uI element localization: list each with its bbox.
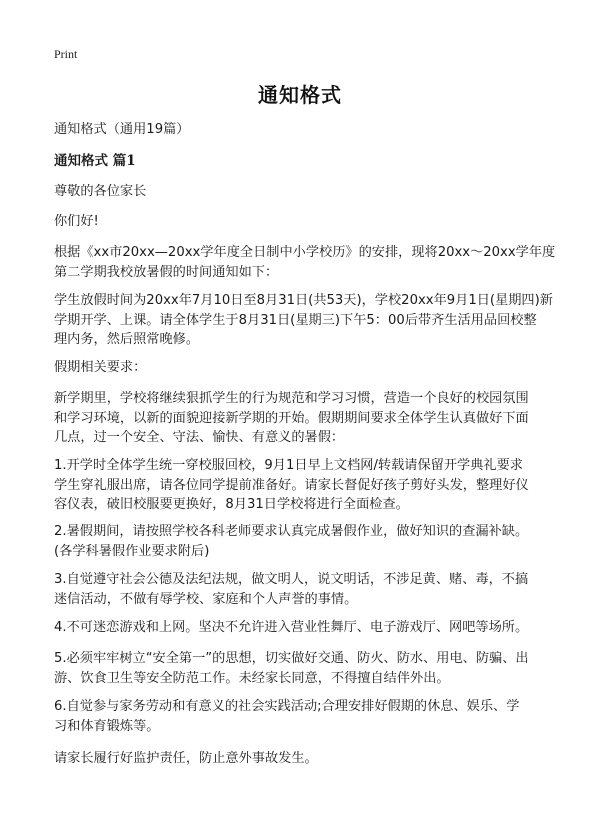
print-label: Print	[54, 47, 78, 61]
section-heading: 通知格式 篇1	[54, 153, 136, 169]
document-subtitle: 通知格式（通用19篇）	[54, 122, 190, 137]
schedule-paragraph	[54, 291, 554, 350]
requirement-line: 3.自觉遵守社会公德及法纪法规，做文明人，说文明话，不涉足黄、赌、毒，不搞	[54, 572, 529, 587]
requirement-item-2	[54, 522, 554, 561]
schedule-line: 理内务，然后照常晚修。	[54, 332, 200, 347]
requirement-line: 1.开学时全体学生统一穿校服回校，9月1日早上文档网/转载请保留开学典礼要求	[54, 458, 523, 473]
requirement-line: 习和体育锻炼等。	[54, 718, 160, 734]
requirement-item-1	[54, 456, 554, 515]
intro-line: 根据《xx市20xx—20xx学年度全日制中小学校历》的安排，现将20xx～20xx学年度	[54, 245, 556, 260]
requirement-line: 游、饮食卫生等安全防范工作。未经家长同意，不得擅自结伴外出。	[54, 670, 450, 686]
requirement-line: 2.暑假期间，请按照学校各科老师要求认真完成暑假作业，做好知识的查漏补缺。	[54, 524, 529, 539]
requirement-item-6	[54, 697, 554, 736]
intro-line: 第二学期我校放暑假的时间通知如下：	[54, 264, 279, 280]
requirements-intro-line: 几点，过一个安全、守法、愉快、有意义的暑假：	[54, 430, 345, 445]
intro-paragraph	[54, 243, 554, 282]
requirement-item-5	[54, 649, 554, 688]
requirement-line: 迷信活动，不做有辱学校、家庭和个人声誉的事情。	[54, 591, 358, 607]
requirement-item-4	[54, 618, 554, 638]
requirement-line: 5.必须牢牢树立“安全第一”的思想，切实做好交通、防火、防水、用电、防骗、出	[54, 651, 529, 666]
document-title: 通知格式	[258, 83, 342, 107]
requirement-line: (各学科暑假作业要求附后)	[54, 543, 210, 559]
schedule-line: 学期开学、上课。请全体学生于8月31日(星期三)下午5：00后带齐生活用品回校整	[54, 312, 537, 328]
requirements-intro-line: 新学期里，学校将继续狠抓学生的行为规范和学习习惯，营造一个良好的校园氛围	[54, 391, 529, 406]
requirement-line: 4.不可迷恋游戏和上网。坚决不允许进入营业性舞厅、电子游戏厅、网吧等场所。	[54, 620, 529, 635]
greeting: 你们好!	[54, 214, 99, 229]
requirements-intro-line: 和学习环境，以新的面貌迎接新学期的开始。假期期间要求全体学生认真做好下面	[54, 410, 529, 426]
requirement-line: 学生穿礼服出席，请各位同学提前准备好。请家长督促好孩子剪好头发，整理好仪	[54, 477, 529, 493]
schedule-line: 学生放假时间为20xx年7月10日至8月31日(共53天)，学校20xx年9月1日(星期四)新	[54, 293, 553, 308]
salutation: 尊敬的各位家长	[54, 184, 147, 199]
requirement-line: 6.自觉参与家务劳动和有意义的社会实践活动;合理安排好假期的休息、娱乐、学	[54, 699, 520, 714]
requirement-line: 容仪表，破旧校服要更换好，8月31日学校将进行全面检查。	[54, 497, 409, 512]
requirements-intro-paragraph	[54, 389, 554, 448]
requirement-item-3	[54, 570, 554, 609]
requirements-heading: 假期相关要求：	[54, 360, 147, 375]
closing-line: 请家长履行好监护责任，防止意外事故发生。	[54, 751, 318, 766]
